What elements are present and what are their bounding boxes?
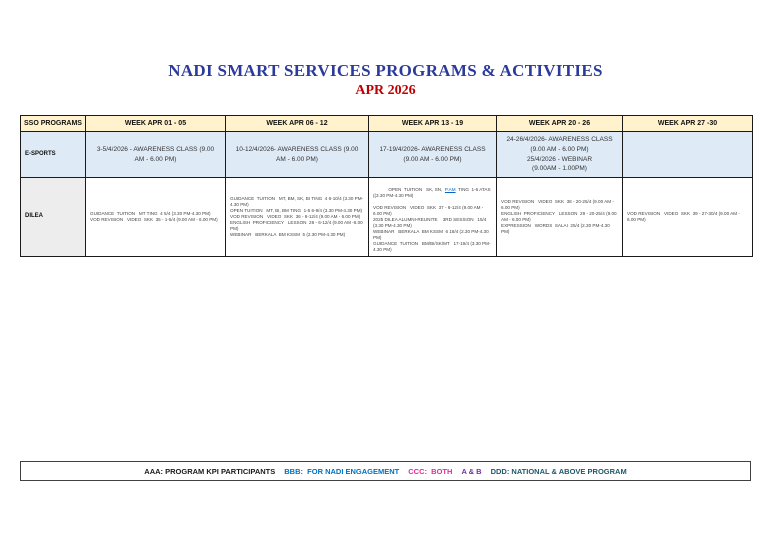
event-text: (9.00 AM - 6.00 PM) bbox=[530, 145, 589, 153]
event-text: (9.00AM - 1.00PM) bbox=[532, 165, 587, 173]
event-text: 10-12/4/2026- AWARENESS CLASS (9.00 AM - 6.00 PM) bbox=[235, 145, 360, 163]
legend-bbb: BBB: FOR NADI ENGAGEMENT bbox=[284, 466, 400, 476]
table-row-esports bbox=[21, 132, 753, 178]
event-text: OPEN TUITION SK, SN, bbox=[388, 186, 445, 192]
legend-footer bbox=[20, 461, 751, 481]
event-text: GUIDANCE TUITION MT TING 4 5/4 (3.30 PM-4.30 PM) bbox=[90, 210, 211, 216]
event-text: 3-5/4/2026 - AWARENESS CLASS (9.00 AM - 6.00 PM) bbox=[96, 145, 216, 163]
cell-dilea-week2 bbox=[226, 178, 369, 257]
col-header-week-apr-13-19: WEEK APR 13 - 19 bbox=[369, 116, 497, 132]
event-text: 17-19/4/2026- AWARENESS CLASS (9.00 AM - 6.00 PM) bbox=[379, 145, 488, 163]
page-subtitle: APR 2026 bbox=[355, 83, 416, 98]
col-header-week-apr-20-26: WEEK APR 20 - 26 bbox=[497, 116, 623, 132]
cell-dilea-week5 bbox=[623, 178, 753, 257]
event-text-with-link bbox=[373, 181, 492, 205]
event-text: TING 1-6 ATAS ((3.30 PM-4.30 PM) bbox=[373, 186, 492, 198]
cell-dilea-week4 bbox=[497, 178, 623, 257]
event-text: WEBINAR BERKALA BM KSSM 6 18/4 (2.30 PM-4.30 PM) bbox=[373, 228, 490, 240]
cell-dilea-week3 bbox=[369, 178, 497, 257]
col-header-week-apr-06-12: WEEK APR 06 - 12 bbox=[226, 116, 369, 132]
col-header-week-apr-27-30: WEEK APR 27 -30 bbox=[623, 116, 753, 132]
event-text: VOD REVISION VIDEO SKK 37 - 6-12/4 (9.00 AM - 6.00 PM) bbox=[373, 204, 485, 216]
event-text: VOD REVISION VIDEO SKK 38 - 20-25/4 (9.00 AM - 6.00 PM) bbox=[501, 198, 616, 210]
event-text: VOD REVISION VIDEO SKK 39 - 27-30/4 (9.00 AM - 6.00 PM) bbox=[627, 210, 742, 222]
schedule-table bbox=[20, 115, 753, 257]
page-title: NADI SMART SERVICES PROGRAMS & ACTIVITIES bbox=[168, 61, 603, 80]
cell-esports-week1 bbox=[86, 132, 226, 178]
event-text: GUIDANCE TUITION BM/BI/SK/MT 17-19/4 (3.30 PM-4.30 PM) bbox=[373, 240, 491, 252]
event-text: WEBINAR BERKALA BM KSSM 5 (2.30 PM-4.30 PM) bbox=[230, 231, 346, 237]
event-text: 25/4/2026 - WEBINAR bbox=[526, 155, 593, 163]
event-text: GUIDANCE TUITION MT, BM, SK, BI TING 4 6-10/4 (3.30 PM-4.30 PM) bbox=[230, 195, 364, 207]
program-label-esports: E-SPORTS bbox=[21, 132, 86, 178]
event-text: EXPRESSION WORDS SALAI 25/4 (2.30 PM-4.30 PM) bbox=[501, 222, 612, 234]
legend-ccc: CCC: BOTH bbox=[408, 466, 453, 476]
program-label-dilea: DILEA bbox=[21, 178, 86, 257]
legend-ddd: DDD: NATIONAL & ABOVE PROGRAM bbox=[490, 466, 627, 476]
event-text: ENGLISH PROFICIENCY LESSON 28 - 6-12/4 (9.00 AM -6.00 PM) bbox=[230, 219, 364, 231]
cell-esports-week2 bbox=[226, 132, 369, 178]
pam-hyperlink[interactable]: P.AM bbox=[444, 186, 456, 192]
event-text: 24-26/4/2026- AWARENESS CLASS bbox=[506, 136, 613, 143]
legend-ccc-ab: A & B bbox=[461, 466, 482, 476]
event-text: OPEN TUITION MT, BI, BM TING 1-5 6-9/4 (3.30 PM-4.30 PM) bbox=[230, 207, 363, 213]
table-row-dilea bbox=[21, 178, 753, 257]
event-text: VOD REVISION VIDEO SKK 35 - 1-5/4 (9.00 AM - 6.00 PM) bbox=[90, 216, 218, 222]
col-header-sso-programs: SSO PROGRAMS bbox=[21, 116, 86, 132]
col-header-week-apr-01-05: WEEK APR 01 - 05 bbox=[86, 116, 226, 132]
legend-aaa: AAA: PROGRAM KPI PARTICIPANTS bbox=[144, 466, 276, 476]
event-text: VOD REVISION VIDEO SKK 36 - 6-12/4 (9.00 AM - 6.00 PM) bbox=[230, 213, 361, 219]
header-row bbox=[21, 116, 753, 132]
cell-dilea-week1 bbox=[86, 178, 226, 257]
cell-esports-week5-empty bbox=[623, 132, 753, 178]
event-text: 2025 DILEA ALUMNI-REUNITE 3RD SESSION 15/4 (3.30 PM-4.30 PM) bbox=[373, 216, 488, 228]
cell-esports-week3 bbox=[369, 132, 497, 178]
event-text: ENGLISH PROFICIENCY LESSON 29 - 20-25/4 (9.00 AM - 6.00 PM) bbox=[501, 210, 618, 222]
cell-esports-week4 bbox=[497, 132, 623, 178]
